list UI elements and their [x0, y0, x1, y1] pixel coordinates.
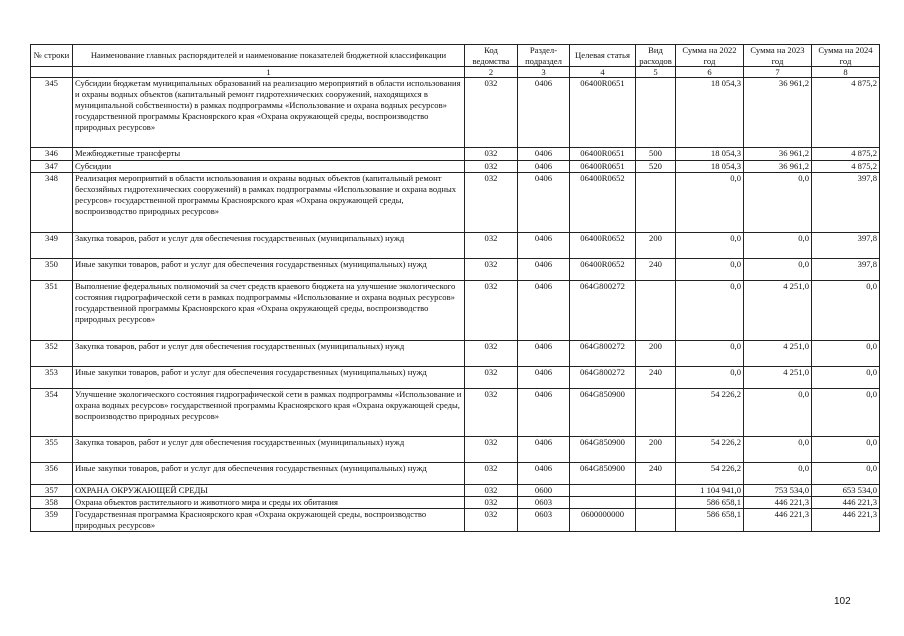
row-name: Иные закупки товаров, работ и услуг для обеспечения государственных (муниципальных) нужд [73, 367, 465, 389]
row-name: Закупка товаров, работ и услуг для обеспечения государственных (муниципальных) нужд [73, 437, 465, 463]
row-section: 0406 [518, 341, 570, 367]
row-target-item: 06400R0652 [570, 233, 636, 259]
header-sum-2022: Сумма на 2022 год [676, 45, 744, 67]
row-number: 354 [31, 389, 73, 437]
row-number: 348 [31, 173, 73, 233]
table-row [31, 509, 880, 532]
row-name: Межбюджетные трансферты [73, 148, 465, 161]
row-expense-type: 500 [636, 148, 676, 161]
row-number: 357 [31, 485, 73, 497]
table-row [31, 173, 880, 233]
row-sum-2022: 18 054,3 [676, 161, 744, 173]
row-sum-2023: 0,0 [744, 259, 812, 281]
table-row [31, 389, 880, 437]
row-department-code: 032 [465, 173, 518, 233]
row-sum-2023: 0,0 [744, 233, 812, 259]
row-sum-2022: 0,0 [676, 341, 744, 367]
row-sum-2023: 36 961,2 [744, 148, 812, 161]
row-sum-2022: 54 226,2 [676, 463, 744, 485]
row-sum-2023: 0,0 [744, 463, 812, 485]
row-sum-2024: 397,8 [812, 173, 880, 233]
row-sum-2023: 753 534,0 [744, 485, 812, 497]
row-section: 0603 [518, 497, 570, 509]
row-target-item: 064G850900 [570, 463, 636, 485]
row-number: 356 [31, 463, 73, 485]
row-department-code: 032 [465, 341, 518, 367]
row-sum-2022: 18 054,3 [676, 78, 744, 148]
row-section: 0406 [518, 437, 570, 463]
row-department-code: 032 [465, 259, 518, 281]
row-name: Закупка товаров, работ и услуг для обеспечения государственных (муниципальных) нужд [73, 233, 465, 259]
row-sum-2024: 0,0 [812, 341, 880, 367]
row-department-code: 032 [465, 233, 518, 259]
row-department-code: 032 [465, 367, 518, 389]
row-sum-2024: 0,0 [812, 367, 880, 389]
row-section: 0406 [518, 281, 570, 341]
row-expense-type: 520 [636, 161, 676, 173]
header-sum-2023: Сумма на 2023 год [744, 45, 812, 67]
row-section: 0406 [518, 148, 570, 161]
row-number: 358 [31, 497, 73, 509]
table-row [31, 463, 880, 485]
row-sum-2024: 653 534,0 [812, 485, 880, 497]
row-department-code: 032 [465, 148, 518, 161]
row-number: 347 [31, 161, 73, 173]
row-department-code: 032 [465, 161, 518, 173]
row-sum-2024: 397,8 [812, 259, 880, 281]
row-section: 0406 [518, 463, 570, 485]
row-section: 0406 [518, 173, 570, 233]
row-number: 355 [31, 437, 73, 463]
header-col-number-1: 1 [73, 67, 465, 78]
row-sum-2022: 586 658,1 [676, 509, 744, 532]
row-number: 351 [31, 281, 73, 341]
row-sum-2023: 446 221,3 [744, 509, 812, 532]
row-sum-2024: 4 875,2 [812, 161, 880, 173]
row-name: Охрана объектов растительного и животного мира и среды их обитания [73, 497, 465, 509]
row-number: 359 [31, 509, 73, 532]
row-sum-2023: 0,0 [744, 389, 812, 437]
row-number: 350 [31, 259, 73, 281]
row-sum-2024: 0,0 [812, 389, 880, 437]
row-sum-2024: 446 221,3 [812, 509, 880, 532]
row-sum-2022: 54 226,2 [676, 389, 744, 437]
row-department-code: 032 [465, 281, 518, 341]
row-expense-type: 240 [636, 259, 676, 281]
row-sum-2024: 446 221,3 [812, 497, 880, 509]
row-target-item: 064G800272 [570, 367, 636, 389]
row-section: 0406 [518, 161, 570, 173]
row-sum-2022: 1 104 941,0 [676, 485, 744, 497]
row-sum-2023: 4 251,0 [744, 341, 812, 367]
row-sum-2024: 0,0 [812, 281, 880, 341]
row-expense-type: 200 [636, 233, 676, 259]
row-sum-2022: 0,0 [676, 233, 744, 259]
row-name: ОХРАНА ОКРУЖАЮЩЕЙ СРЕДЫ [73, 485, 465, 497]
row-expense-type: 240 [636, 463, 676, 485]
table-row [31, 341, 880, 367]
row-sum-2022: 0,0 [676, 281, 744, 341]
row-expense-type [636, 485, 676, 497]
header-target-item: Целевая статья [570, 45, 636, 67]
row-expense-type: 240 [636, 367, 676, 389]
row-department-code: 032 [465, 485, 518, 497]
row-name: Закупка товаров, работ и услуг для обеспечения государственных (муниципальных) нужд [73, 341, 465, 367]
header-department-code: Код ведомства [465, 45, 518, 67]
row-target-item [570, 497, 636, 509]
table-row [31, 367, 880, 389]
row-department-code: 032 [465, 78, 518, 148]
row-number: 352 [31, 341, 73, 367]
row-target-item: 06400R0652 [570, 173, 636, 233]
row-sum-2022: 586 658,1 [676, 497, 744, 509]
row-sum-2024: 0,0 [812, 437, 880, 463]
row-name: Субсидии [73, 161, 465, 173]
table-row [31, 78, 880, 148]
row-sum-2023: 4 251,0 [744, 367, 812, 389]
row-expense-type [636, 497, 676, 509]
row-sum-2022: 18 054,3 [676, 148, 744, 161]
row-section: 0603 [518, 509, 570, 532]
row-section: 0406 [518, 259, 570, 281]
header-col-number-8: 8 [812, 67, 880, 78]
header-col-number-3: 3 [518, 67, 570, 78]
row-section: 0406 [518, 233, 570, 259]
header-col-number-blank [31, 67, 73, 78]
row-sum-2022: 0,0 [676, 259, 744, 281]
row-sum-2023: 36 961,2 [744, 78, 812, 148]
row-section: 0406 [518, 389, 570, 437]
header-expense-type: Вид расходов [636, 45, 676, 67]
table-row [31, 148, 880, 161]
table-row [31, 233, 880, 259]
row-expense-type [636, 389, 676, 437]
row-number: 345 [31, 78, 73, 148]
row-target-item: 064G800272 [570, 281, 636, 341]
header-col-number-2: 2 [465, 67, 518, 78]
row-name: Иные закупки товаров, работ и услуг для обеспечения государственных (муниципальных) нужд [73, 259, 465, 281]
row-section: 0406 [518, 367, 570, 389]
row-section: 0600 [518, 485, 570, 497]
table-row [31, 259, 880, 281]
row-sum-2022: 54 226,2 [676, 437, 744, 463]
row-name: Реализация мероприятий в области использования и охраны водных объектов (капитальный ремонт бесхозяйных гидротехнических сооружений) в рамках подпрограммы «Использование и охрана водных ресурсов» государственной программы Красноярского края «Охрана окружающей среды, воспроизводство природных ресурсов» [73, 173, 465, 233]
table-header [31, 45, 880, 78]
table-body [31, 78, 880, 532]
row-target-item [570, 485, 636, 497]
row-name: Субсидии бюджетам муниципальных образований на реализацию мероприятий в области использования и охраны водных объектов (капитальный ремонт гидротехнических сооружений, находящихся в муниципальной собственности) в рамках подпрограммы «Использование и охрана водных ресурсов» государственной программы Красноярского края «Охрана окружающей среды, воспроизводство природных ресурсов» [73, 78, 465, 148]
row-expense-type [636, 281, 676, 341]
row-target-item: 06400R0651 [570, 78, 636, 148]
header-name: Наименование главных распорядителей и наименование показателей бюджетной классификации [73, 45, 465, 67]
row-name: Выполнение федеральных полномочий за счет средств краевого бюджета на улучшение экологического состояния гидрографической сети в рамках подпрограммы «Использование и охрана водных ресурсов» государственной программы Красноярского края «Охрана окружающей среды, воспроизводство природных ресурсов» [73, 281, 465, 341]
table-row [31, 161, 880, 173]
table-row [31, 497, 880, 509]
row-department-code: 032 [465, 463, 518, 485]
row-sum-2024: 0,0 [812, 463, 880, 485]
row-department-code: 032 [465, 389, 518, 437]
row-sum-2022: 0,0 [676, 173, 744, 233]
row-department-code: 032 [465, 437, 518, 463]
row-sum-2024: 4 875,2 [812, 148, 880, 161]
row-expense-type [636, 173, 676, 233]
row-sum-2022: 0,0 [676, 367, 744, 389]
row-sum-2023: 0,0 [744, 173, 812, 233]
row-expense-type [636, 509, 676, 532]
row-department-code: 032 [465, 509, 518, 532]
row-expense-type [636, 78, 676, 148]
header-col-number-7: 7 [744, 67, 812, 78]
row-sum-2023: 36 961,2 [744, 161, 812, 173]
row-sum-2023: 446 221,3 [744, 497, 812, 509]
row-target-item: 06400R0651 [570, 148, 636, 161]
header-row-number: № строки [31, 45, 73, 67]
row-target-item: 06400R0651 [570, 161, 636, 173]
row-target-item: 064G800272 [570, 341, 636, 367]
row-sum-2024: 397,8 [812, 233, 880, 259]
row-name: Государственная программа Красноярского края «Охрана окружающей среды, воспроизводство природных ресурсов» [73, 509, 465, 532]
table-row [31, 281, 880, 341]
row-target-item: 064G850900 [570, 437, 636, 463]
row-expense-type: 200 [636, 437, 676, 463]
row-sum-2023: 0,0 [744, 437, 812, 463]
budget-table [30, 44, 880, 532]
row-number: 349 [31, 233, 73, 259]
row-name: Улучшение экологического состояния гидрографической сети в рамках подпрограммы «Использование и охрана водных ресурсов» государственной программы Красноярского края «Охрана окружающей среды, воспроизводство природных ресурсов» [73, 389, 465, 437]
row-number: 353 [31, 367, 73, 389]
row-number: 346 [31, 148, 73, 161]
row-sum-2024: 4 875,2 [812, 78, 880, 148]
row-target-item: 06400R0652 [570, 259, 636, 281]
table-row [31, 485, 880, 497]
row-target-item: 064G850900 [570, 389, 636, 437]
row-expense-type: 200 [636, 341, 676, 367]
row-name: Иные закупки товаров, работ и услуг для обеспечения государственных (муниципальных) нужд [73, 463, 465, 485]
header-sum-2024: Сумма на 2024 год [812, 45, 880, 67]
row-section: 0406 [518, 78, 570, 148]
header-col-number-6: 6 [676, 67, 744, 78]
header-col-number-5: 5 [636, 67, 676, 78]
row-target-item: 0600000000 [570, 509, 636, 532]
header-section: Раздел-подраздел [518, 45, 570, 67]
page-number: 102 [834, 596, 851, 607]
table-row [31, 437, 880, 463]
row-department-code: 032 [465, 497, 518, 509]
row-sum-2023: 4 251,0 [744, 281, 812, 341]
header-col-number-4: 4 [570, 67, 636, 78]
